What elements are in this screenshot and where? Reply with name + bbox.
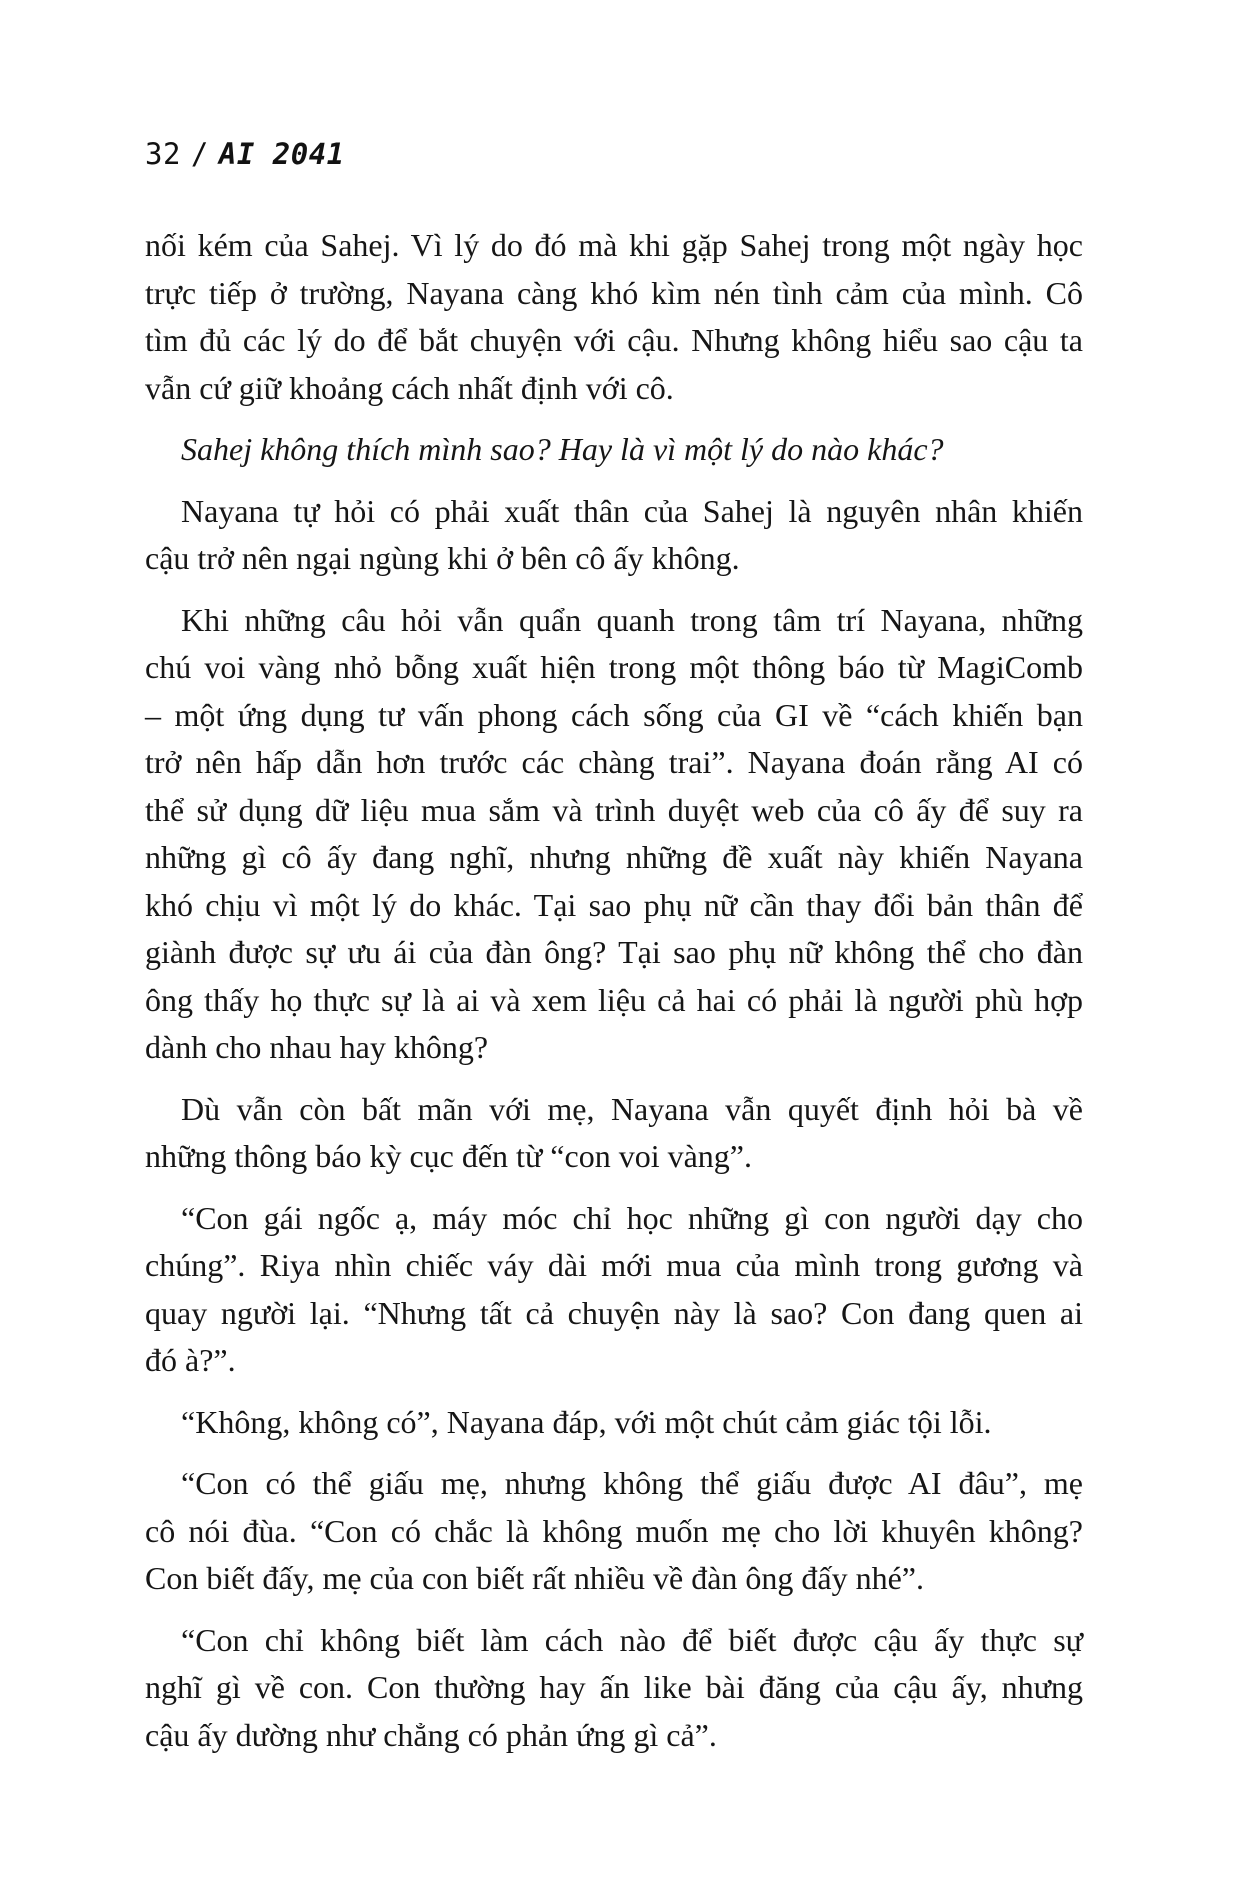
text-line: cậu trở nên ngại ngùng khi ở bên cô ấy không. [145, 540, 740, 576]
text-line: chúng”. Riya nhìn chiếc váy dài mới mua của mình trong gương và [145, 1247, 1083, 1283]
paragraph [145, 426, 1083, 474]
paragraph [145, 1399, 1083, 1447]
text-line: quay người lại. “Nhưng tất cả chuyện này là sao? Con đang quen ai [145, 1294, 1083, 1331]
text-line: “Con chỉ không biết làm cách nào để biết được cậu ấy thực sự [181, 1621, 1083, 1658]
text-line: thể sử dụng dữ liệu mua sắm và trình duyệt web của cô ấy để suy ra [145, 791, 1083, 828]
page-number: 32 [145, 137, 181, 171]
paragraph [145, 488, 1083, 583]
text-line: vẫn cứ giữ khoảng cách nhất định với cô. [145, 369, 674, 406]
paragraph [145, 1617, 1083, 1760]
text-line: nghĩ gì về con. Con thường hay ấn like bài đăng của cậu ấy, nhưng [145, 1669, 1083, 1705]
text-line: ông thấy họ thực sự là ai và xem liệu cả hai có phải là người phù hợp [145, 981, 1083, 1018]
text-line: Khi những câu hỏi vẫn quẩn quanh trong tâm trí Nayana, những [181, 601, 1083, 638]
text-line: Nayana tự hỏi có phải xuất thân của Sahej là nguyên nhân khiến [181, 492, 1083, 529]
paragraph [145, 1460, 1083, 1603]
header-separator: / [190, 137, 209, 171]
paragraph [145, 1195, 1083, 1385]
text-line: nối kém của Sahej. Vì lý do đó mà khi gặp Sahej trong một ngày học [145, 227, 1083, 263]
running-header [145, 136, 345, 172]
text-line: cậu ấy dường như chẳng có phản ứng gì cả”. [145, 1716, 717, 1753]
text-line: khó chịu vì một lý do khác. Tại sao phụ nữ cần thay đổi bản thân để [145, 886, 1083, 923]
text-line: giành được sự ưu ái của đàn ông? Tại sao phụ nữ không thể cho đàn [145, 934, 1083, 970]
text-line: tìm đủ các lý do để bắt chuyện với cậu. Nhưng không hiểu sao cậu ta [145, 322, 1083, 358]
text-line: trực tiếp ở trường, Nayana càng khó kìm nén tình cảm của mình. Cô [145, 274, 1083, 311]
text-line: dành cho nhau hay không? [145, 1029, 489, 1065]
text-line: chú voi vàng nhỏ bỗng xuất hiện trong một thông báo từ MagiComb [145, 649, 1083, 685]
text-line: những thông báo kỳ cục đến từ “con voi vàng”. [145, 1138, 752, 1174]
book-title: AI 2041 [218, 137, 345, 171]
text-line: “Con có thể giấu mẹ, nhưng không thể giấu được AI đâu”, mẹ [181, 1465, 1083, 1501]
paragraph [145, 1086, 1083, 1181]
page-body [145, 222, 1083, 1759]
text-line: đó à?”. [145, 1342, 236, 1378]
text-line: trở nên hấp dẫn hơn trước các chàng trai”. Nayana đoán rằng AI có [145, 744, 1083, 780]
text-line: “Không, không có”, Nayana đáp, với một chút cảm giác tội lỗi. [181, 1403, 992, 1440]
text-line: “Con gái ngốc ạ, máy móc chỉ học những gì con người dạy cho [181, 1199, 1083, 1236]
text-line: cô nói đùa. “Con có chắc là không muốn mẹ cho lời khuyên không? [145, 1512, 1083, 1549]
text-line: những gì cô ấy đang nghĩ, nhưng những đề xuất này khiến Nayana [145, 839, 1083, 875]
text-line: – một ứng dụng tư vấn phong cách sống của GI về “cách khiến bạn [145, 696, 1083, 733]
paragraph [145, 222, 1083, 412]
text-line: Dù vẫn còn bất mãn với mẹ, Nayana vẫn quyết định hỏi bà về [181, 1090, 1083, 1127]
paragraph [145, 597, 1083, 1072]
text-line: Con biết đấy, mẹ của con biết rất nhiều về đàn ông đấy nhé”. [145, 1560, 924, 1596]
text-line: Sahej không thích mình sao? Hay là vì một lý do nào khác? [181, 431, 944, 467]
